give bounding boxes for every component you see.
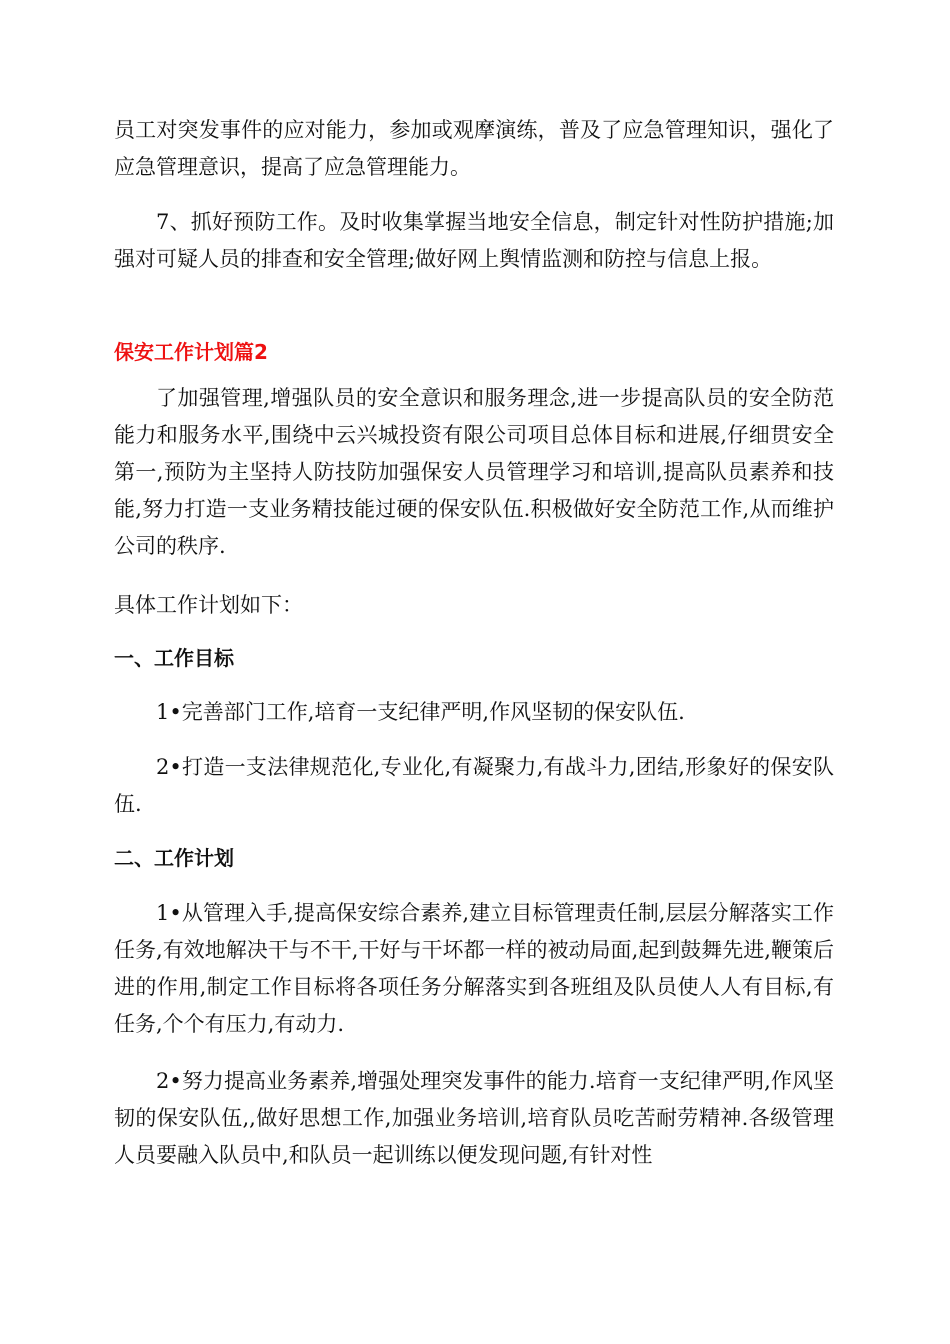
- paragraph-overview: 了加强管理,增强队员的安全意识和服务理念,进一步提高队员的安全防范能力和服务水平,围绕中云兴城投资有限公司项目总体目标和进展,仔细贯安全第一,预防为主坚持人防技防加强保安人员管理学习和培训,提高队员素养和技能,努力打造一支业务精技能过硬的保安队伍.积极做好安全防范工作,从而维护公司的秩序.: [114, 386, 834, 558]
- plan-item-1: 1•从管理入手,提高保安综合素养,建立目标管理责任制,层层分解落实工作任务,有效地解决干与不干,干好与干坏都一样的被动局面,起到鼓舞先进,鞭策后进的作用,制定工作目标将各项任务分解落实到各班组及队员使人人有目标,有任务,个个有压力,有动力.: [114, 901, 834, 1036]
- heading-work-goals: 一、工作目标: [114, 646, 234, 670]
- paragraph-intro-continuation: 员工对突发事件的应对能力，参加或观摩演练，普及了应急管理知识，强化了应急管理意识，提高了应急管理能力。: [114, 118, 834, 179]
- paragraph-item-7: 7、抓好预防工作。及时收集掌握当地安全信息，制定针对性防护措施;加强对可疑人员的排查和安全管理;做好网上舆情监测和防控与信息上报。: [114, 210, 834, 271]
- goal-item-1: 1•完善部门工作,培育一支纪律严明,作风坚韧的保安队伍.: [156, 700, 685, 724]
- heading-work-plan: 二、工作计划: [114, 846, 234, 870]
- paragraph-plan-intro: 具体工作计划如下：: [114, 593, 303, 617]
- goal-item-2: 2•打造一支法律规范化,专业化,有凝聚力,有战斗力,团结,形象好的保安队伍.: [114, 755, 834, 816]
- plan-item-2: 2•努力提高业务素养,增强处理突发事件的能力.培育一支纪律严明,作风坚韧的保安队伍,,做好思想工作,加强业务培训,培育队员吃苦耐劳精神.各级管理人员要融入队员中,和队员一起训练以便发现问题,有针对性: [114, 1069, 834, 1167]
- section-title: 保安工作计划篇2: [114, 340, 268, 364]
